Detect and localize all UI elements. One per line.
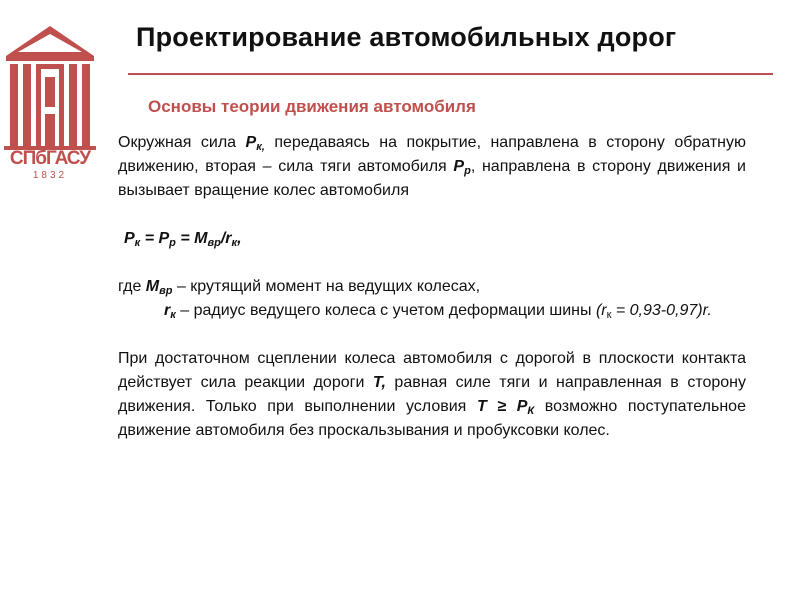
- paragraph-adhesion: При достаточном сцеплении колеса автомобиля с дорогой в плоскости контакта действует сила реакции дороги T, равная силе тяги и направленная в сторону движения. Только при выполнении условия $T \ge P_К$ возможно поступательное движение автомобиля без проскальзывания и пробуксовки колес.: [118, 350, 746, 439]
- formula-traction: $P_к = P_р = M_{вр}/r_к$,: [124, 230, 242, 249]
- section-subtitle: Основы теории движения автомобиля: [148, 97, 476, 116]
- university-logo: [2, 22, 98, 182]
- slide-body: [118, 131, 746, 443]
- page-title: Проектирование автомобильных дорог: [136, 22, 677, 52]
- definition-torque: где $M_{вр}$ – крутящий момент на ведущих колесах,: [118, 278, 481, 297]
- definition-radius: $r_к$ – радиус ведущего колеса с учетом деформации шины $(r_к = 0,93-0,97)r$.: [164, 302, 712, 321]
- paragraph-forces: Окружная сила $P_{к,}$ передаваясь на покрытие, направлена в сторону обратную движению, вторая – сила тяги автомобиля $P_р$, направлена в сторону движения и вызывает вращение колес автомобиля: [118, 134, 746, 199]
- logo-wordmark: СПбГАСУ: [9, 148, 91, 169]
- title-divider: [128, 73, 773, 75]
- logo-year: 1832: [32, 170, 68, 181]
